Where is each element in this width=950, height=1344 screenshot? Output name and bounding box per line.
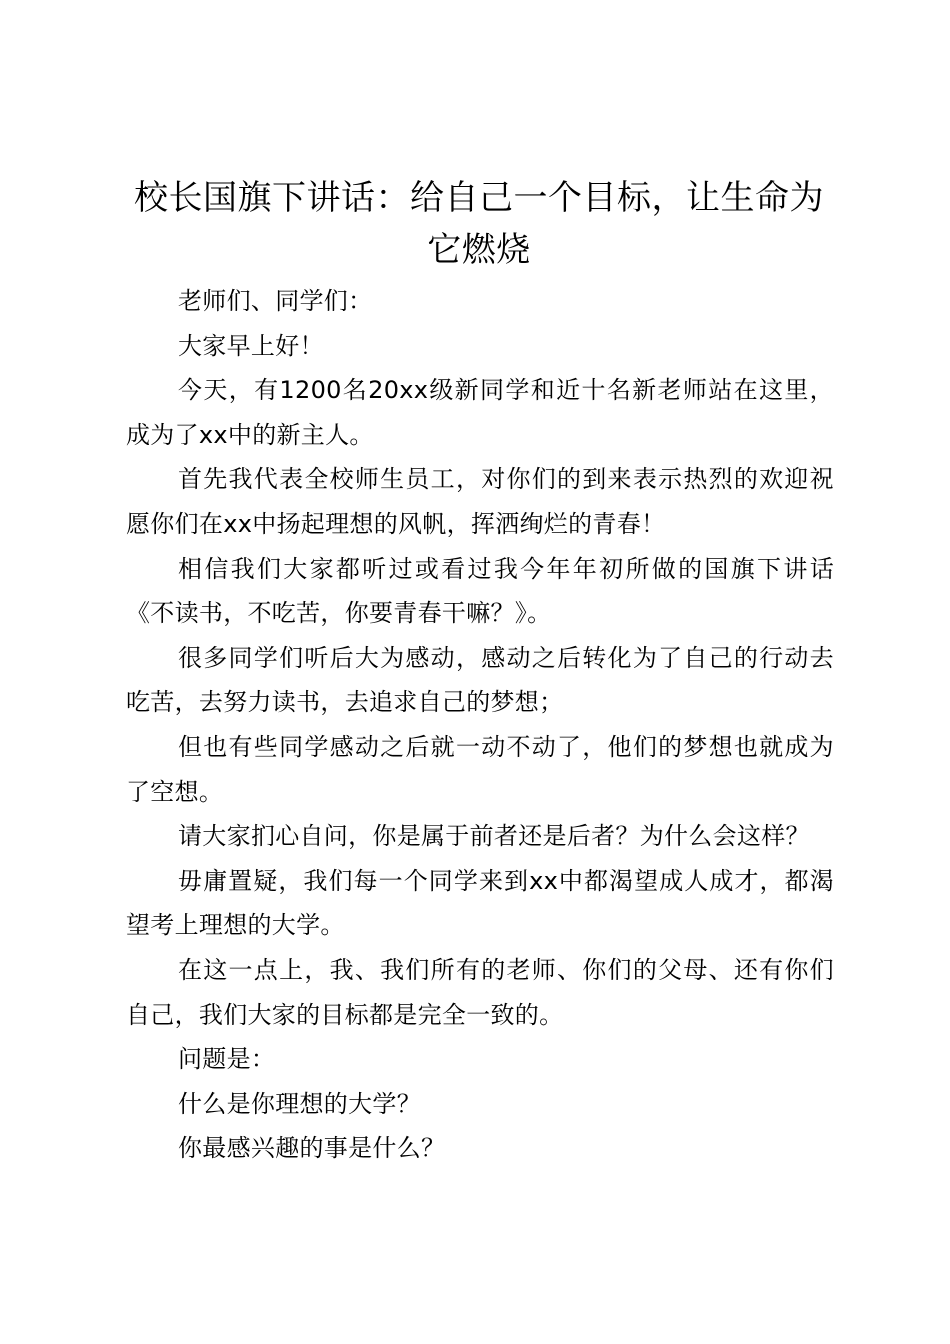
paragraph-good-morning: 大家早上好！ <box>178 331 324 360</box>
paragraph: 请大家扪心自问，你是属于前者还是后者？为什么会这样？ <box>178 822 810 851</box>
paragraph: 毋庸置疑，我们每一个同学来到xx中都渴望成人成才，都渴望考上理想的大学。 <box>126 866 834 940</box>
paragraph: 问题是： <box>178 1045 276 1074</box>
paragraph: 相信我们大家都听过或看过我今年年初所做的国旗下讲话《不读书，不吃苦，你要青春干嘛？》。 <box>126 554 834 628</box>
document-body <box>126 279 834 1171</box>
paragraph: 在这一点上，我、我们所有的老师、你们的父母、还有你们自己，我们大家的目标都是完全一致的。 <box>126 955 834 1029</box>
paragraph: 什么是你理想的大学？ <box>178 1089 421 1118</box>
paragraph: 很多同学们听后大为感动，感动之后转化为了自己的行动去吃苦，去努力读书，去追求自己的梦想； <box>126 643 834 717</box>
paragraph: 今天，有1200名20xx级新同学和近十名新老师站在这里，成为了xx中的新主人。 <box>126 376 834 449</box>
paragraph: 首先我代表全校师生员工，对你们的到来表示热烈的欢迎祝愿你们在xx中扬起理想的风帆，挥洒绚烂的青春！ <box>126 465 834 538</box>
paragraph: 你最感兴趣的事是什么？ <box>178 1134 446 1163</box>
paragraph: 但也有些同学感动之后就一动不动了，他们的梦想也就成为了空想。 <box>126 732 834 806</box>
document-title: 校长国旗下讲话：给自己一个目标，让生命为它燃烧 <box>134 178 824 270</box>
paragraph-greeting: 老师们、同学们： <box>178 287 373 315</box>
